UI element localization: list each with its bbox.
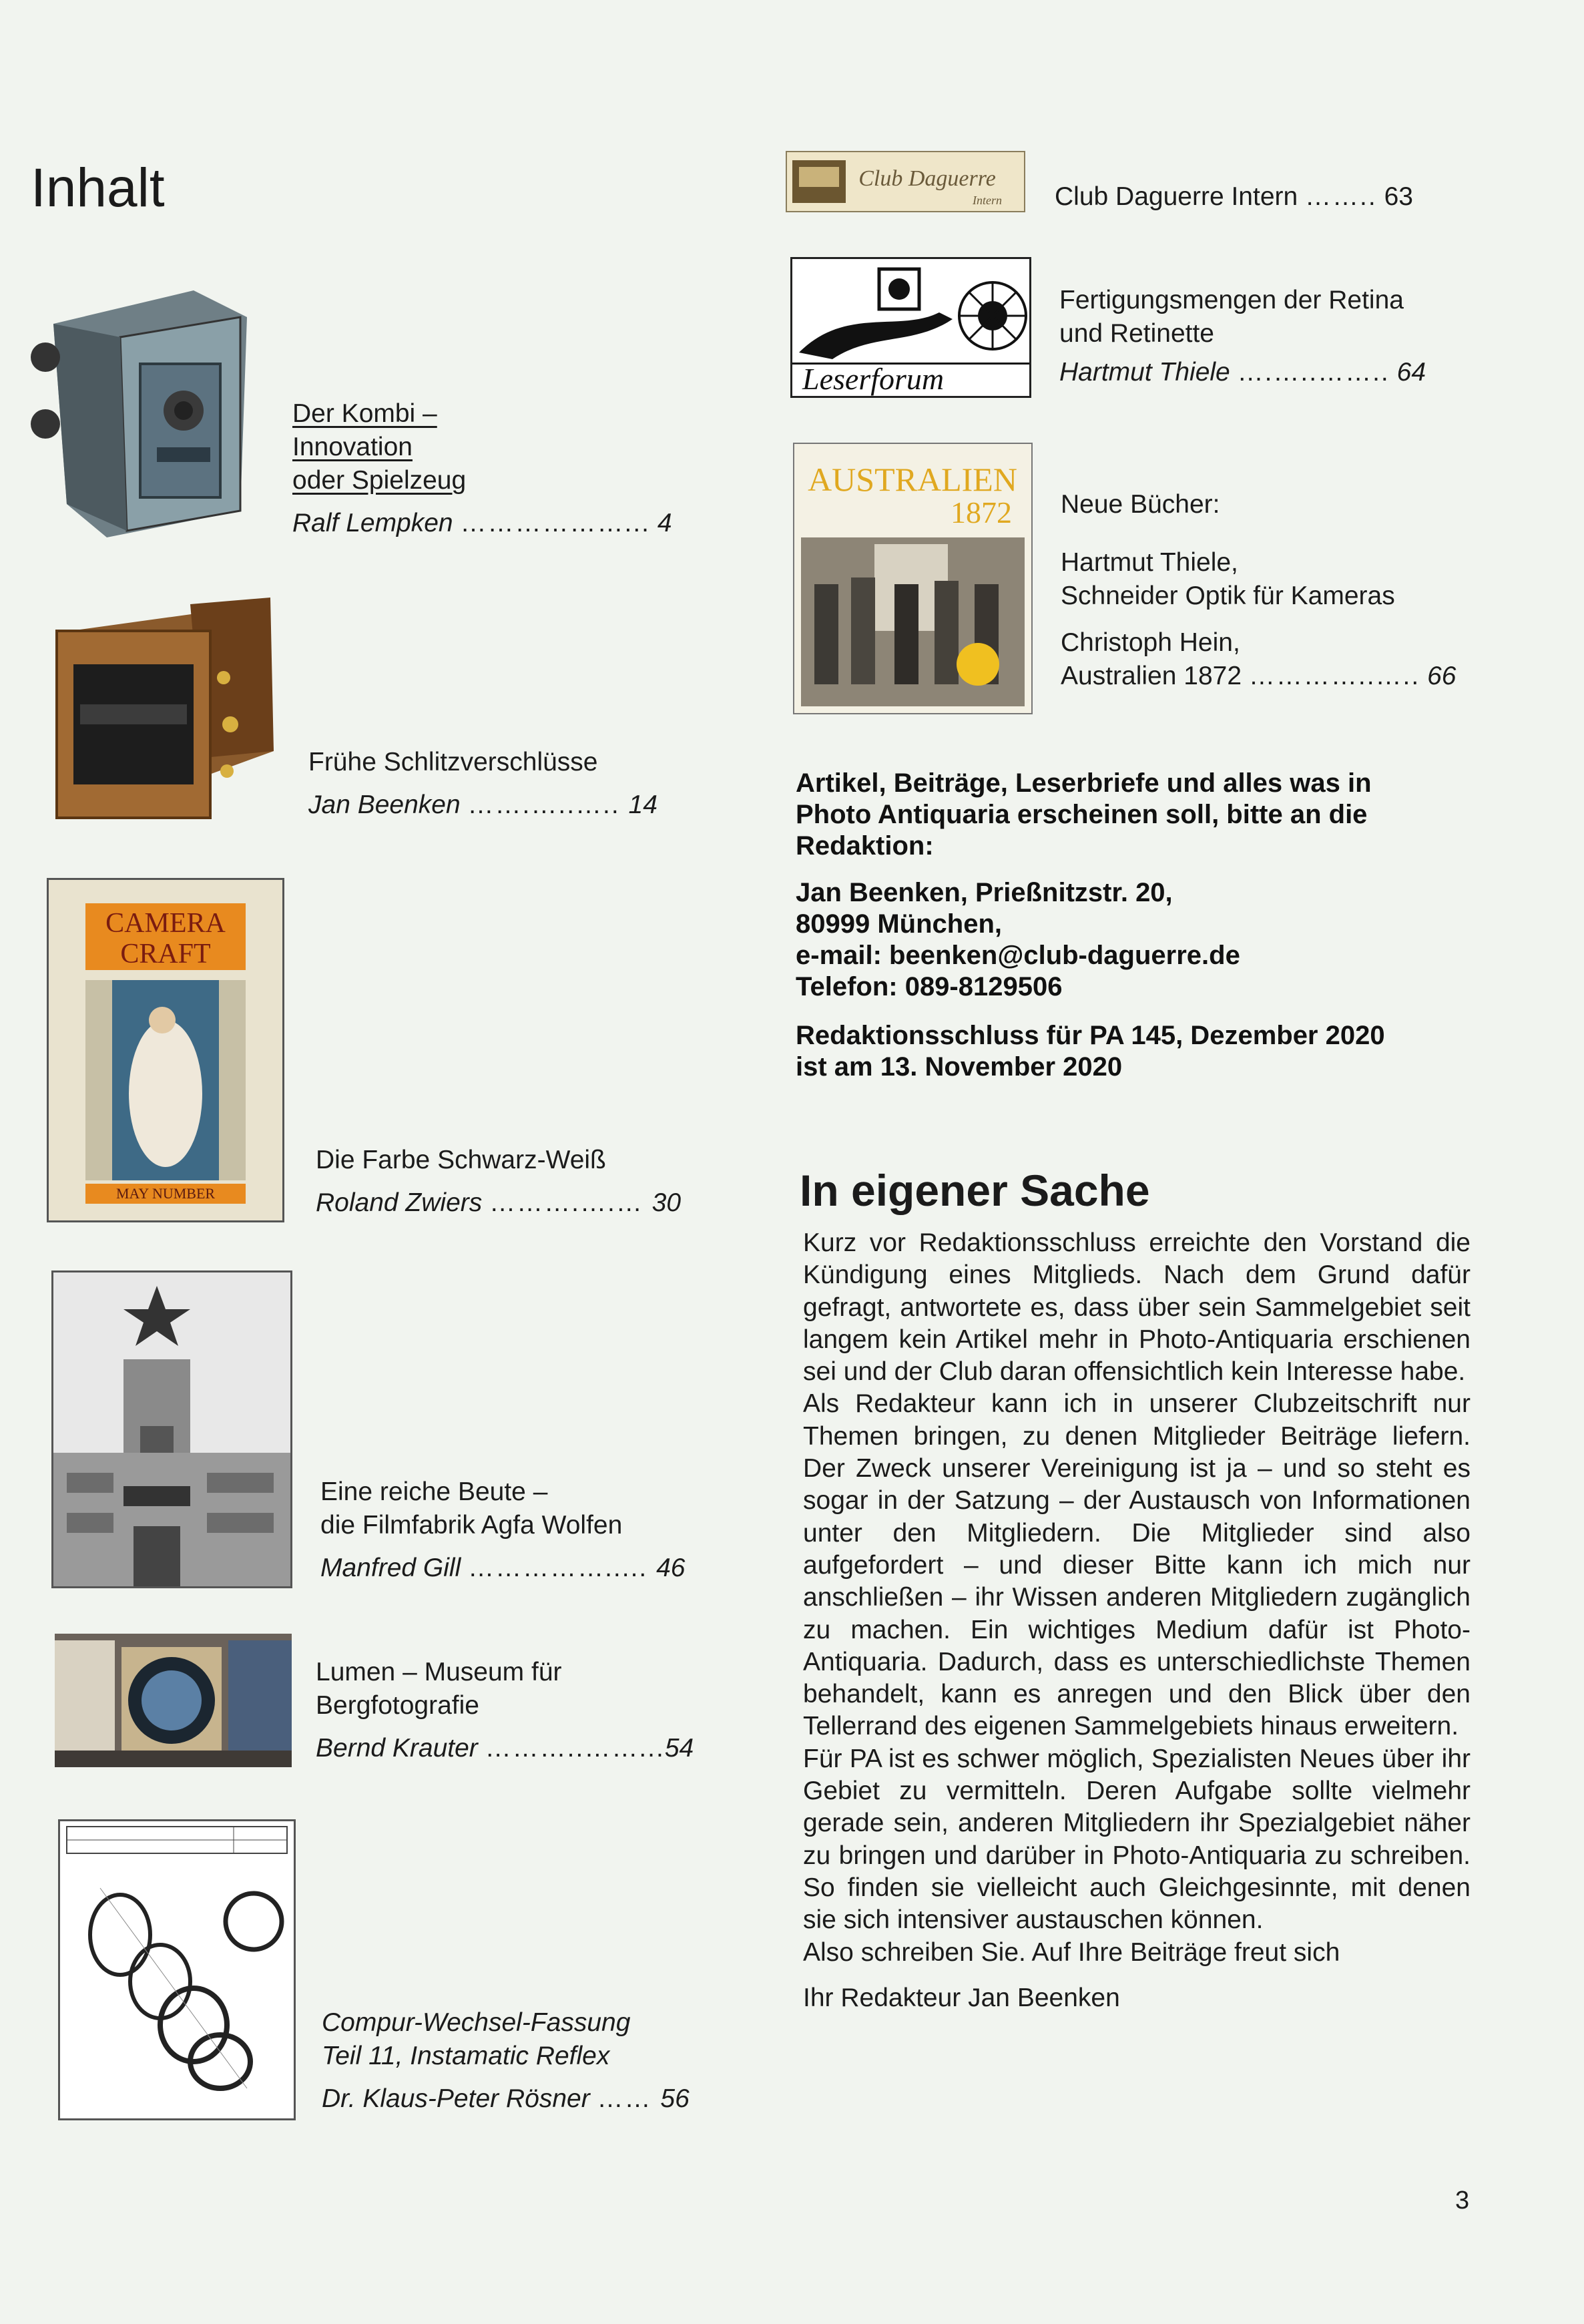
toc-title-line: die Filmfabrik Agfa Wolfen [320, 1511, 623, 1540]
toc-entry-neue-buecher[interactable]: Neue Bücher: Hartmut Thiele, Schneider Optik für Kameras Christoph Hein, Australien 1872 …………..….. 66 [1061, 488, 1456, 693]
toc-page: 56 [660, 2084, 690, 2113]
toc-page: 46 [656, 1554, 686, 1582]
section-paragraph: Kurz vor Redaktionsschluss erreichte den Vorstand die Kündigung eines Mitglieds. Nach dem Grund dafür gefragt, antwortete es, dass über sein Sammelgebiet seit langem kein Artikel mehr in Photo-Antiquaria erschienen sei und der Club daran offensichtlich kein Interesse habe. [803, 1228, 1471, 1387]
toc-title-line: Compur-Wechsel-Fassung [322, 2008, 631, 2037]
toc-title-line: Die Farbe Schwarz-Weiß [316, 1146, 606, 1174]
book-line: Christoph Hein, [1061, 628, 1240, 657]
toc-page: 63 [1384, 182, 1413, 211]
toc-entry-club-daguerre[interactable]: Club Daguerre Intern …….. 63 [1055, 182, 1413, 211]
camera-craft-title-1: CAMERA [105, 908, 226, 939]
page-title: Inhalt [31, 158, 165, 218]
toc-title-line: Fertigungsmengen der Retina [1059, 286, 1404, 314]
book-line: Schneider Optik für Kameras [1061, 582, 1395, 610]
camera-craft-banner: MAY NUMBER [115, 1185, 216, 1202]
toc-title-line: und Retinette [1059, 319, 1215, 348]
toc-title-line: Frühe Schlitzverschlüsse [308, 748, 598, 776]
contact-email[interactable]: e-mail: beenken@club-daguerre.de [796, 941, 1240, 970]
contact-line: Jan Beenken, Prießnitzstr. 20, [796, 878, 1173, 907]
australien-book-cover [793, 443, 1033, 714]
toc-page: 64 [1396, 358, 1426, 387]
slit-shutter-camera-image [43, 591, 277, 821]
toc-page: 54 [664, 1734, 694, 1763]
toc-entry-compur[interactable]: Compur-Wechsel-Fassung Teil 11, Instamatic Reflex Dr. Klaus-Peter Rösner …… 56 [322, 2006, 690, 2116]
toc-page: 4 [657, 509, 672, 537]
contact-deadline [796, 1020, 1385, 1083]
toc-entry-schwarz-weiss[interactable]: Die Farbe Schwarz-Weiß Roland Zwiers ……….….… 30 [316, 1144, 681, 1220]
book-cover-year: 1872 [951, 495, 1012, 529]
leserforum-logo-text: Leserforum [802, 362, 945, 396]
club-daguerre-logo-text: Club Daguerre [858, 166, 996, 191]
toc-title-line: Innovation [292, 433, 413, 461]
section-paragraph: Also schreiben Sie. Auf Ihre Beiträge freut sich [803, 1937, 1340, 1967]
contact-line: Redaktionsschluss für PA 145, Dezember 2020 [796, 1021, 1385, 1050]
toc-title-line: Bergfotografie [316, 1691, 479, 1720]
section-paragraph: Für PA ist es schwer möglich, Spezialisten Neues über ihr Gebiet zu vermitteln. Deren Aufgabe sollte vielmehr gerade sein, anderen Mitgliedern ihr Spezialgebiet näher zu bringen und darüber in Photo-Antiquaria zu schreiben. So finden sie vielleicht auch Gleichgesinnte, mit denen sie sich intensiver austauschen können. [803, 1744, 1471, 1935]
camera-craft-cover-image [47, 878, 284, 1222]
page-number: 3 [1455, 2186, 1470, 2215]
club-daguerre-logo-sub: Intern [973, 194, 1002, 207]
contact-address [796, 877, 1240, 1003]
toc-title-line: oder Spielzeug [292, 466, 467, 495]
toc-page: 14 [628, 790, 657, 819]
lumen-museum-image [55, 1634, 292, 1767]
toc-entry-leserforum[interactable]: Fertigungsmengen der Retina und Retinette Hartmut Thiele ….…..…….. 64 [1059, 284, 1426, 389]
section-heading: In eigener Sache [800, 1166, 1150, 1215]
toc-author: Hartmut Thiele [1059, 358, 1230, 387]
contact-phone: Telefon: 089-8129506 [796, 972, 1063, 1001]
contact-line: Photo Antiquaria erscheinen soll, bitte an die [796, 800, 1368, 829]
book-cover-title: AUSTRALIEN [808, 461, 1017, 498]
camera-craft-title-2: CRAFT [120, 939, 211, 969]
contact-line: ist am 13. November 2020 [796, 1052, 1123, 1082]
toc-entry-lumen[interactable]: Lumen – Museum für Bergfotografie Bernd Krauter ………..……...54 [316, 1656, 694, 1765]
section-paragraph: Als Redakteur kann ich in unserer Clubzeitschrift nur Themen bringen, zu denen Mitglieder Beiträge liefern. Der Zweck unserer Vereinigung ist ja – und so steht es sogar in der Satzung – der Austausch von Informationen unter den Mitgliedern. Die Mitglieder sind also aufgefordert – und dieser Bitte kann ich mich nur anschließen – ihr Wissen anderen Mitgliedern zugänglich zu machen. Ein wichtiges Medium dafür ist Photo-Antiquaria. Dadurch, dass es unterschiedlichste Themen behandelt, kann es anregen und den Blick über den Tellerrand des eigenen Sammelgebiets hinaus erweitern. [803, 1389, 1471, 1741]
book-line: Australien 1872 [1061, 662, 1242, 690]
toc-author: Roland Zwiers [316, 1188, 483, 1217]
toc-page: 66 [1427, 662, 1457, 690]
contact-intro [796, 768, 1372, 862]
contact-line: Artikel, Beiträge, Leserbriefe und alles was in [796, 768, 1372, 798]
section-body [803, 1227, 1471, 2014]
leserforum-logo [790, 257, 1031, 398]
toc-page: 30 [651, 1188, 682, 1217]
club-daguerre-logo [786, 151, 1025, 212]
toc-author: Bernd Krauter [316, 1734, 478, 1763]
toc-title-line: Eine reiche Beute – [320, 1477, 548, 1506]
books-heading: Neue Bücher: [1061, 490, 1220, 519]
section-signature: Ihr Redakteur Jan Beenken [803, 1983, 1120, 2012]
contact-line: 80999 München, [796, 909, 1003, 939]
toc-author: Manfred Gill [320, 1554, 461, 1582]
book-line: Hartmut Thiele, [1061, 548, 1238, 577]
contact-line: Redaktion: [796, 831, 934, 861]
toc-title-line: Club Daguerre Intern [1055, 182, 1298, 211]
toc-title-line: Lumen – Museum für [316, 1658, 562, 1686]
toc-entry-kombi[interactable]: Der Kombi – Innovation oder Spielzeug Ralf Lempken ………………... 4 [292, 397, 672, 540]
toc-title-line: Der Kombi – [292, 399, 437, 428]
toc-title-line: Teil 11, Instamatic Reflex [322, 2042, 610, 2070]
compur-drawing-image [58, 1819, 296, 2120]
toc-author: Dr. Klaus-Peter Rösner [322, 2084, 590, 2113]
agfa-wolfen-image [51, 1270, 292, 1588]
toc-author: Jan Beenken [308, 790, 461, 819]
kombi-camera-image [27, 290, 274, 541]
toc-entry-agfa-wolfen[interactable]: Eine reiche Beute – die Filmfabrik Agfa Wolfen Manfred Gill ……………..... 46 [320, 1475, 685, 1585]
toc-author: Ralf Lempken [292, 509, 453, 537]
toc-entry-schlitzverschluesse[interactable]: Frühe Schlitzverschlüsse Jan Beenken …….…..….. 14 [308, 746, 657, 822]
